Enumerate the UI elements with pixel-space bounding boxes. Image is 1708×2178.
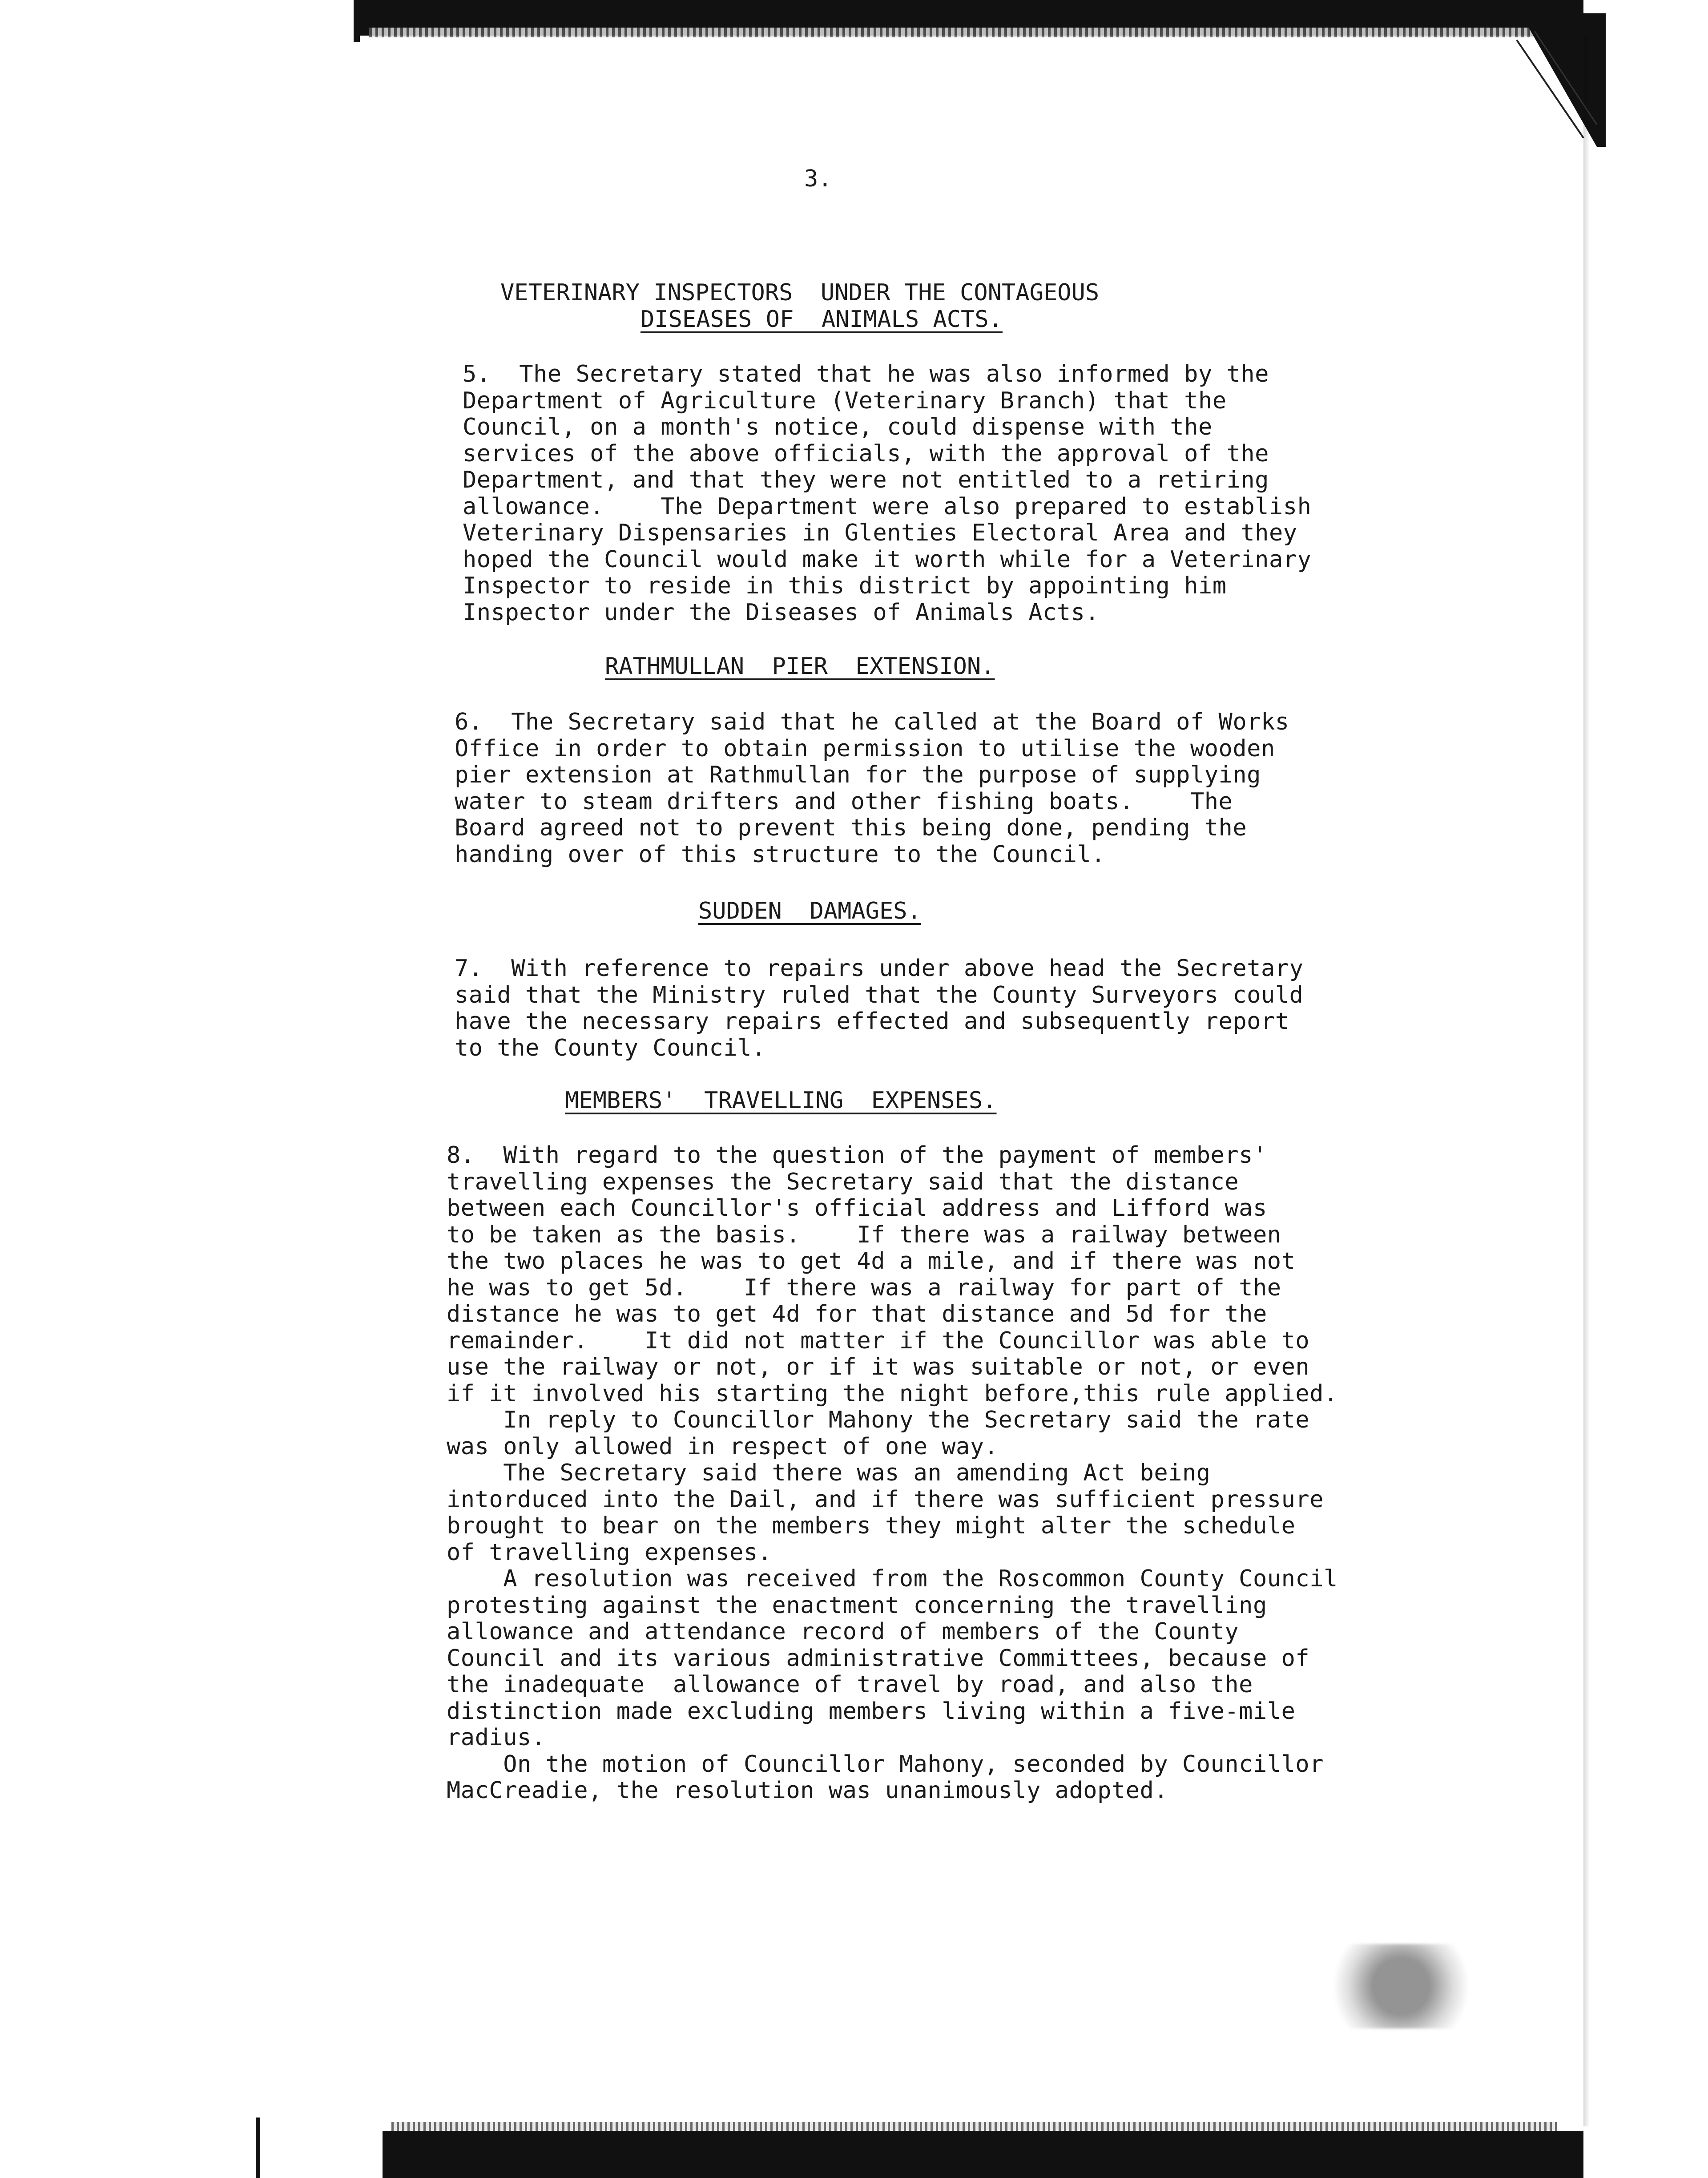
paragraph-rathmullan: 6. The Secretary said that he called at the Board of Works Office in order to obtain permission to utilise the wooden pier extension at Rathmullan for the purpose of supplying water to steam drifters and other fishing boats. The Board agreed not to prevent this being done, pending the handing over of this structure to the Council. [455,709,1289,868]
section-heading-sudden-damages: SUDDEN DAMAGES. [698,898,921,924]
section-heading-line-2: DISEASES OF ANIMALS ACTS. [640,306,1003,333]
scan-edge-bottom-left [256,2118,260,2178]
page-fold-corner [1508,13,1606,147]
scan-speckle [1317,1944,1486,2029]
scan-edge-top-texture [369,28,1570,37]
section-heading-line-1: VETERINARY INSPECTORS UNDER THE CONTAGEOUS [500,279,1100,306]
paragraph-travelling-expenses: 8. With regard to the question of the payment of members' travelling expenses the Secretary said that the distance between each Councillor's official address and Lifford was to be taken as the basis. If there was a railway between the two places he was to get 4d a mile, and if there was not he was to get 5d. If there was a railway for part of the distance he was to get 4d for that distance and 5d for the remainder. It did not matter if the Councillor was able to use the railway or not, or if it was suitable or not, or even if it involved his starting the night before,this rule applied. In reply to Councillor Mahony the Secretary said the rate was only allowed in respect of one way. The Secretary said there was an amending Act being intorduced into the Dail, and if there was sufficient pressure brought to bear on the members they might alter the schedule of travelling expenses. A resolution was received from the Roscommon County Council protesting against the enactment concerning the travelling allowance and attendance record of members of the County Council and its various administrative Committees, because of the inadequate allowance of travel by road, and also the distinction made excluding members living within a five-mile radius. On the motion of Councillor Mahony, seconded by Councillor MacCreadie, the resolution was unanimously adopted. [447,1142,1338,1804]
scan-shadow-right [1583,36,1590,2126]
section-heading-travelling-expenses: MEMBERS' TRAVELLING EXPENSES. [565,1087,997,1114]
section-heading-rathmullan: RATHMULLAN PIER EXTENSION. [605,653,995,680]
paragraph-sudden-damages: 7. With reference to repairs under above head the Secretary said that the Ministry ruled that the County Surveyors could have the necessary repairs effected and subsequently report to the County Council. [455,955,1304,1061]
paragraph-veterinary-inspectors: 5. The Secretary stated that he was also informed by the Department of Agriculture (Veterinary Branch) that the Council, on a month's notice, could dispense with the services of the above officials, with the approval of the Department, and that they were not entitled to a retiring allowance. The Department were also prepared to establish Veterinary Dispensaries in Glenties Electoral Area and they hoped the Council would make it worth while for a Veterinary Inspector to reside in this district by appointing him Inspector under the Diseases of Animals Acts. [463,361,1312,626]
scan-edge-left-mark [354,0,360,42]
page-number: 3. [804,165,832,192]
scan-edge-bottom [383,2131,1583,2178]
